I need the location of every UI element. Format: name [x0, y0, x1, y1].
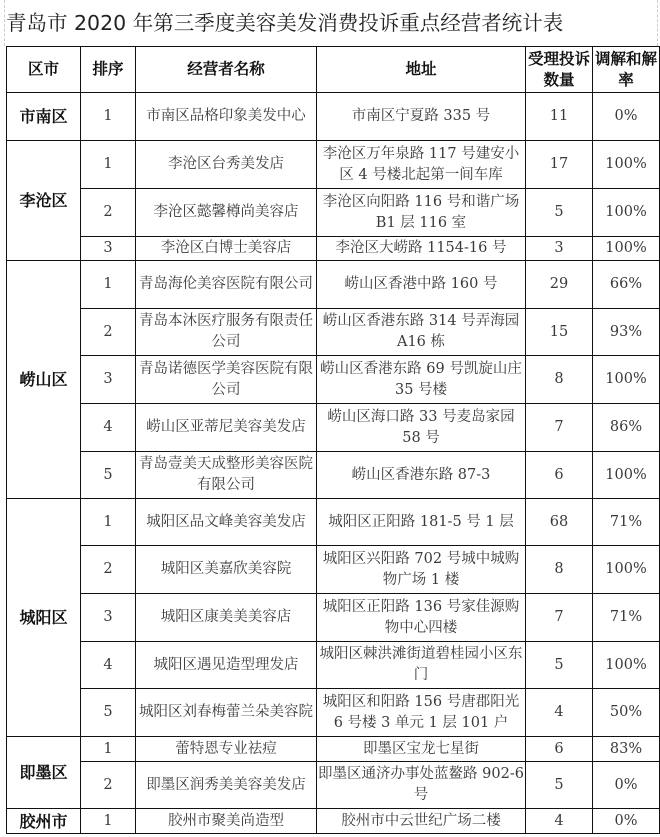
table-row [7, 93, 660, 141]
complaints-cell: 6 [526, 452, 593, 499]
table-row [7, 594, 660, 642]
address-cell: 城阳区兴阳路 702 号城中城购物广场 1 楼 [317, 546, 526, 594]
operator-name-cell: 崂山区亚蒂尼美容美发店 [136, 404, 317, 452]
table-row [7, 309, 660, 356]
table-row [7, 546, 660, 594]
address-cell: 崂山区香港东路 69 号凯旋山庄 35 号楼 [317, 356, 526, 404]
address-cell: 李沧区大崂路 1154-16 号 [317, 237, 526, 261]
operator-name-cell: 胶州市聚美尚造型 [136, 809, 317, 834]
rate-cell: 50% [593, 689, 660, 737]
rate-cell: 100% [593, 189, 660, 237]
table-row [7, 261, 660, 309]
complaints-cell: 11 [526, 93, 593, 141]
operator-name-cell: 青岛海伦美容医院有限公司 [136, 261, 317, 309]
address-cell: 崂山区香港中路 160 号 [317, 261, 526, 309]
table-row [7, 237, 660, 261]
complaints-cell: 7 [526, 404, 593, 452]
page-title: 青岛市 2020 年第三季度美容美发消费投诉重点经营者统计表 [6, 11, 564, 35]
table-row [7, 452, 660, 499]
complaints-cell: 68 [526, 499, 593, 546]
complaints-cell: 5 [526, 762, 593, 809]
rank-cell: 5 [81, 452, 136, 499]
header-rank: 排序 [81, 47, 136, 93]
operator-name-cell: 城阳区美嘉欣美容院 [136, 546, 317, 594]
complaints-cell: 4 [526, 689, 593, 737]
header-rate: 调解和解率 [593, 47, 660, 93]
operator-name-cell: 李沧区台秀美发店 [136, 141, 317, 189]
rate-cell: 0% [593, 93, 660, 141]
address-cell: 市南区宁夏路 335 号 [317, 93, 526, 141]
district-cell: 城阳区 [7, 499, 81, 737]
rank-cell: 4 [81, 642, 136, 689]
operator-name-cell: 市南区品格印象美发中心 [136, 93, 317, 141]
rank-cell: 3 [81, 356, 136, 404]
table-row [7, 689, 660, 737]
rate-cell: 71% [593, 499, 660, 546]
rate-cell: 100% [593, 642, 660, 689]
operator-name-cell: 城阳区刘春梅蕾兰朵美容院 [136, 689, 317, 737]
rate-cell: 100% [593, 546, 660, 594]
complaints-cell: 5 [526, 642, 593, 689]
complaints-cell: 15 [526, 309, 593, 356]
rate-cell: 0% [593, 809, 660, 834]
rank-cell: 1 [81, 737, 136, 762]
complaints-cell: 17 [526, 141, 593, 189]
table-row [7, 642, 660, 689]
table-row [7, 404, 660, 452]
header-address: 地址 [317, 47, 526, 93]
address-cell: 崂山区香港东路 87-3 [317, 452, 526, 499]
rank-cell: 2 [81, 546, 136, 594]
complaints-cell: 4 [526, 809, 593, 834]
rate-cell: 100% [593, 237, 660, 261]
operator-name-cell: 蕾特恩专业祛痘 [136, 737, 317, 762]
rate-cell: 83% [593, 737, 660, 762]
address-cell: 胶州市中云世纪广场二楼 [317, 809, 526, 834]
rate-cell: 0% [593, 762, 660, 809]
complaints-cell: 3 [526, 237, 593, 261]
complaints-cell: 29 [526, 261, 593, 309]
district-cell: 即墨区 [7, 737, 81, 809]
complaints-cell: 7 [526, 594, 593, 642]
rank-cell: 1 [81, 809, 136, 834]
table-row [7, 762, 660, 809]
rate-cell: 66% [593, 261, 660, 309]
address-cell: 李沧区向阳路 116 号和谐广场 B1 层 116 室 [317, 189, 526, 237]
address-cell: 城阳区和阳路 156 号唐郡阳光 6 号楼 3 单元 1 层 101 户 [317, 689, 526, 737]
district-cell: 胶州市 [7, 809, 81, 834]
table-row [7, 499, 660, 546]
address-cell: 崂山区海口路 33 号麦岛家园 58 号 [317, 404, 526, 452]
address-cell: 崂山区香港东路 314 号弄海园 A16 栋 [317, 309, 526, 356]
table-row [7, 737, 660, 762]
operator-name-cell: 即墨区润秀美美容美发店 [136, 762, 317, 809]
rank-cell: 5 [81, 689, 136, 737]
complaints-cell: 8 [526, 546, 593, 594]
operator-name-cell: 青岛壹美天成整形美容医院有限公司 [136, 452, 317, 499]
rank-cell: 1 [81, 261, 136, 309]
district-cell: 市南区 [7, 93, 81, 141]
operator-name-cell: 青岛本沐医疗服务有限责任公司 [136, 309, 317, 356]
address-cell: 城阳区棘洪滩街道碧桂园小区东门 [317, 642, 526, 689]
operators-table [6, 46, 660, 834]
rank-cell: 1 [81, 141, 136, 189]
operator-name-cell: 李沧区懿馨樽尚美容店 [136, 189, 317, 237]
rank-cell: 4 [81, 404, 136, 452]
address-cell: 城阳区正阳路 136 号家佳源购物中心四楼 [317, 594, 526, 642]
rank-cell: 2 [81, 762, 136, 809]
header-row [7, 47, 660, 93]
rank-cell: 3 [81, 594, 136, 642]
operator-name-cell: 城阳区康美美美容店 [136, 594, 317, 642]
operator-name-cell: 城阳区遇见造型理发店 [136, 642, 317, 689]
address-cell: 城阳区正阳路 181-5 号 1 层 [317, 499, 526, 546]
rank-cell: 2 [81, 189, 136, 237]
table-row [7, 356, 660, 404]
header-complaints: 受理投诉数量 [526, 47, 593, 93]
operator-name-cell: 李沧区白博士美容店 [136, 237, 317, 261]
complaints-cell: 5 [526, 189, 593, 237]
rate-cell: 100% [593, 141, 660, 189]
rank-cell: 1 [81, 499, 136, 546]
table-row [7, 809, 660, 834]
address-cell: 即墨区通济办事处蓝鳌路 902-6 号 [317, 762, 526, 809]
rank-cell: 2 [81, 309, 136, 356]
rate-cell: 100% [593, 356, 660, 404]
complaints-cell: 6 [526, 737, 593, 762]
table-row [7, 141, 660, 189]
table-body [7, 93, 660, 834]
address-cell: 李沧区万年泉路 117 号建安小区 4 号楼北起第一间车库 [317, 141, 526, 189]
table-row [7, 189, 660, 237]
header-name: 经营者名称 [136, 47, 317, 93]
rate-cell: 71% [593, 594, 660, 642]
district-cell: 李沧区 [7, 141, 81, 261]
operator-name-cell: 青岛诺德医学美容医院有限公司 [136, 356, 317, 404]
rank-cell: 1 [81, 93, 136, 141]
complaints-cell: 8 [526, 356, 593, 404]
rate-cell: 100% [593, 452, 660, 499]
district-cell: 崂山区 [7, 261, 81, 499]
header-district: 区市 [7, 47, 81, 93]
rank-cell: 3 [81, 237, 136, 261]
operator-name-cell: 城阳区品文峰美容美发店 [136, 499, 317, 546]
address-cell: 即墨区宝龙七星街 [317, 737, 526, 762]
rate-cell: 93% [593, 309, 660, 356]
rate-cell: 86% [593, 404, 660, 452]
